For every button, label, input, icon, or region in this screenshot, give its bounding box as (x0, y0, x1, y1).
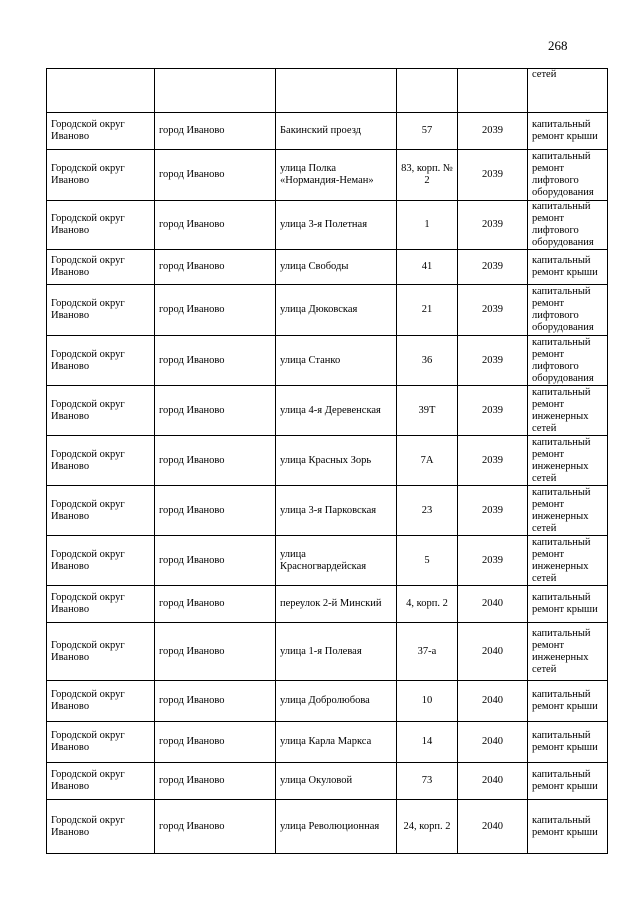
cell-house: 1 (397, 201, 458, 250)
cell-year: 2039 (458, 386, 528, 436)
cell-house: 39Т (397, 386, 458, 436)
cell-house: 41 (397, 250, 458, 285)
table-row (47, 336, 608, 386)
table-row (47, 386, 608, 436)
cell-settlement: город Иваново (155, 201, 276, 250)
cell-work-type: капитальный ремонт лифтового оборудования (528, 336, 608, 386)
table-row (47, 681, 608, 722)
cell-work-type: капитальный ремонт лифтового оборудования (528, 285, 608, 336)
cell-okrug: Городской округ Иваново (47, 113, 155, 150)
table-row (47, 536, 608, 586)
cell-street: улица Свободы (276, 250, 397, 285)
cell-street: улица Станко (276, 336, 397, 386)
cell-okrug: Городской округ Иваново (47, 486, 155, 536)
cell-work-type: капитальный ремонт крыши (528, 250, 608, 285)
cell-okrug: Городской округ Иваново (47, 285, 155, 336)
cell-street: улица Красногвардейская (276, 536, 397, 586)
cell-house: 73 (397, 763, 458, 800)
table-row (47, 436, 608, 486)
cell-settlement (155, 69, 276, 113)
cell-street (276, 69, 397, 113)
table-row (47, 250, 608, 285)
table-row (47, 285, 608, 336)
cell-work-type: капитальный ремонт лифтового оборудования (528, 150, 608, 201)
cell-okrug: Городской округ Иваново (47, 536, 155, 586)
cell-year: 2040 (458, 623, 528, 681)
cell-work-type: капитальный ремонт крыши (528, 113, 608, 150)
table-row-continued (47, 69, 608, 113)
cell-work-type: капитальный ремонт крыши (528, 586, 608, 623)
cell-street: улица 4-я Деревенская (276, 386, 397, 436)
cell-street: улица Добролюбова (276, 681, 397, 722)
cell-settlement: город Иваново (155, 800, 276, 854)
cell-house: 37-а (397, 623, 458, 681)
table-row (47, 763, 608, 800)
cell-year: 2039 (458, 201, 528, 250)
cell-work-type: капитальный ремонт инженерных сетей (528, 486, 608, 536)
table-row (47, 150, 608, 201)
cell-house (397, 69, 458, 113)
table-row (47, 623, 608, 681)
cell-year: 2039 (458, 250, 528, 285)
page-number: 268 (548, 38, 568, 53)
cell-settlement: город Иваново (155, 436, 276, 486)
cell-okrug: Городской округ Иваново (47, 800, 155, 854)
cell-year: 2039 (458, 486, 528, 536)
cell-house: 36 (397, 336, 458, 386)
cell-house: 14 (397, 722, 458, 763)
table-row (47, 486, 608, 536)
cell-house: 83, корп. № 2 (397, 150, 458, 201)
cell-work-type: капитальный ремонт крыши (528, 722, 608, 763)
cell-settlement: город Иваново (155, 386, 276, 436)
cell-okrug: Городской округ Иваново (47, 336, 155, 386)
cell-settlement: город Иваново (155, 722, 276, 763)
cell-okrug: Городской округ Иваново (47, 150, 155, 201)
cell-year: 2040 (458, 681, 528, 722)
table-body (47, 69, 608, 854)
cell-street: переулок 2-й Минский (276, 586, 397, 623)
cell-work-type: капитальный ремонт лифтового оборудования (528, 201, 608, 250)
cell-year: 2039 (458, 536, 528, 586)
table-row (47, 586, 608, 623)
cell-okrug: Городской округ Иваново (47, 201, 155, 250)
cell-okrug: Городской округ Иваново (47, 386, 155, 436)
cell-settlement: город Иваново (155, 336, 276, 386)
cell-house: 23 (397, 486, 458, 536)
cell-work-type: капитальный ремонт крыши (528, 681, 608, 722)
cell-year: 2039 (458, 285, 528, 336)
cell-year (458, 69, 528, 113)
cell-settlement: город Иваново (155, 536, 276, 586)
cell-okrug: Городской округ Иваново (47, 722, 155, 763)
cell-house: 7А (397, 436, 458, 486)
cell-street: Бакинский проезд (276, 113, 397, 150)
cell-year: 2039 (458, 150, 528, 201)
cell-street: улица Революционная (276, 800, 397, 854)
cell-settlement: город Иваново (155, 623, 276, 681)
cell-okrug: Городской округ Иваново (47, 623, 155, 681)
cell-okrug (47, 69, 155, 113)
cell-street: улица Карла Маркса (276, 722, 397, 763)
cell-settlement: город Иваново (155, 763, 276, 800)
cell-street: улица 1-я Полевая (276, 623, 397, 681)
cell-street: улица Окуловой (276, 763, 397, 800)
cell-house: 57 (397, 113, 458, 150)
table-row (47, 800, 608, 854)
cell-year: 2039 (458, 113, 528, 150)
cell-street: улица 3-я Полетная (276, 201, 397, 250)
cell-okrug: Городской округ Иваново (47, 763, 155, 800)
cell-street: улица Дюковская (276, 285, 397, 336)
cell-settlement: город Иваново (155, 113, 276, 150)
cell-work-type: капитальный ремонт инженерных сетей (528, 386, 608, 436)
cell-settlement: город Иваново (155, 486, 276, 536)
cell-settlement: город Иваново (155, 250, 276, 285)
cell-work-type: капитальный ремонт инженерных сетей (528, 536, 608, 586)
cell-settlement: город Иваново (155, 586, 276, 623)
cell-year: 2040 (458, 722, 528, 763)
cell-year: 2040 (458, 763, 528, 800)
cell-year: 2040 (458, 586, 528, 623)
cell-year: 2040 (458, 800, 528, 854)
cell-settlement: город Иваново (155, 681, 276, 722)
table-row (47, 113, 608, 150)
cell-street: улица Полка «Нормандия-Неман» (276, 150, 397, 201)
cell-house: 24, корп. 2 (397, 800, 458, 854)
cell-okrug: Городской округ Иваново (47, 586, 155, 623)
cell-street: улица Красных Зорь (276, 436, 397, 486)
cell-settlement: город Иваново (155, 285, 276, 336)
cell-work-type: капитальный ремонт крыши (528, 763, 608, 800)
cell-work-type: сетей (528, 69, 608, 113)
cell-house: 5 (397, 536, 458, 586)
cell-okrug: Городской округ Иваново (47, 436, 155, 486)
cell-house: 10 (397, 681, 458, 722)
cell-settlement: город Иваново (155, 150, 276, 201)
cell-year: 2039 (458, 436, 528, 486)
table-row (47, 201, 608, 250)
cell-work-type: капитальный ремонт инженерных сетей (528, 623, 608, 681)
table-row (47, 722, 608, 763)
cell-work-type: капитальный ремонт крыши (528, 800, 608, 854)
cell-okrug: Городской округ Иваново (47, 681, 155, 722)
cell-street: улица 3-я Парковская (276, 486, 397, 536)
cell-house: 21 (397, 285, 458, 336)
cell-house: 4, корп. 2 (397, 586, 458, 623)
repair-schedule-table (46, 68, 608, 854)
cell-work-type: капитальный ремонт инженерных сетей (528, 436, 608, 486)
cell-okrug: Городской округ Иваново (47, 250, 155, 285)
cell-year: 2039 (458, 336, 528, 386)
